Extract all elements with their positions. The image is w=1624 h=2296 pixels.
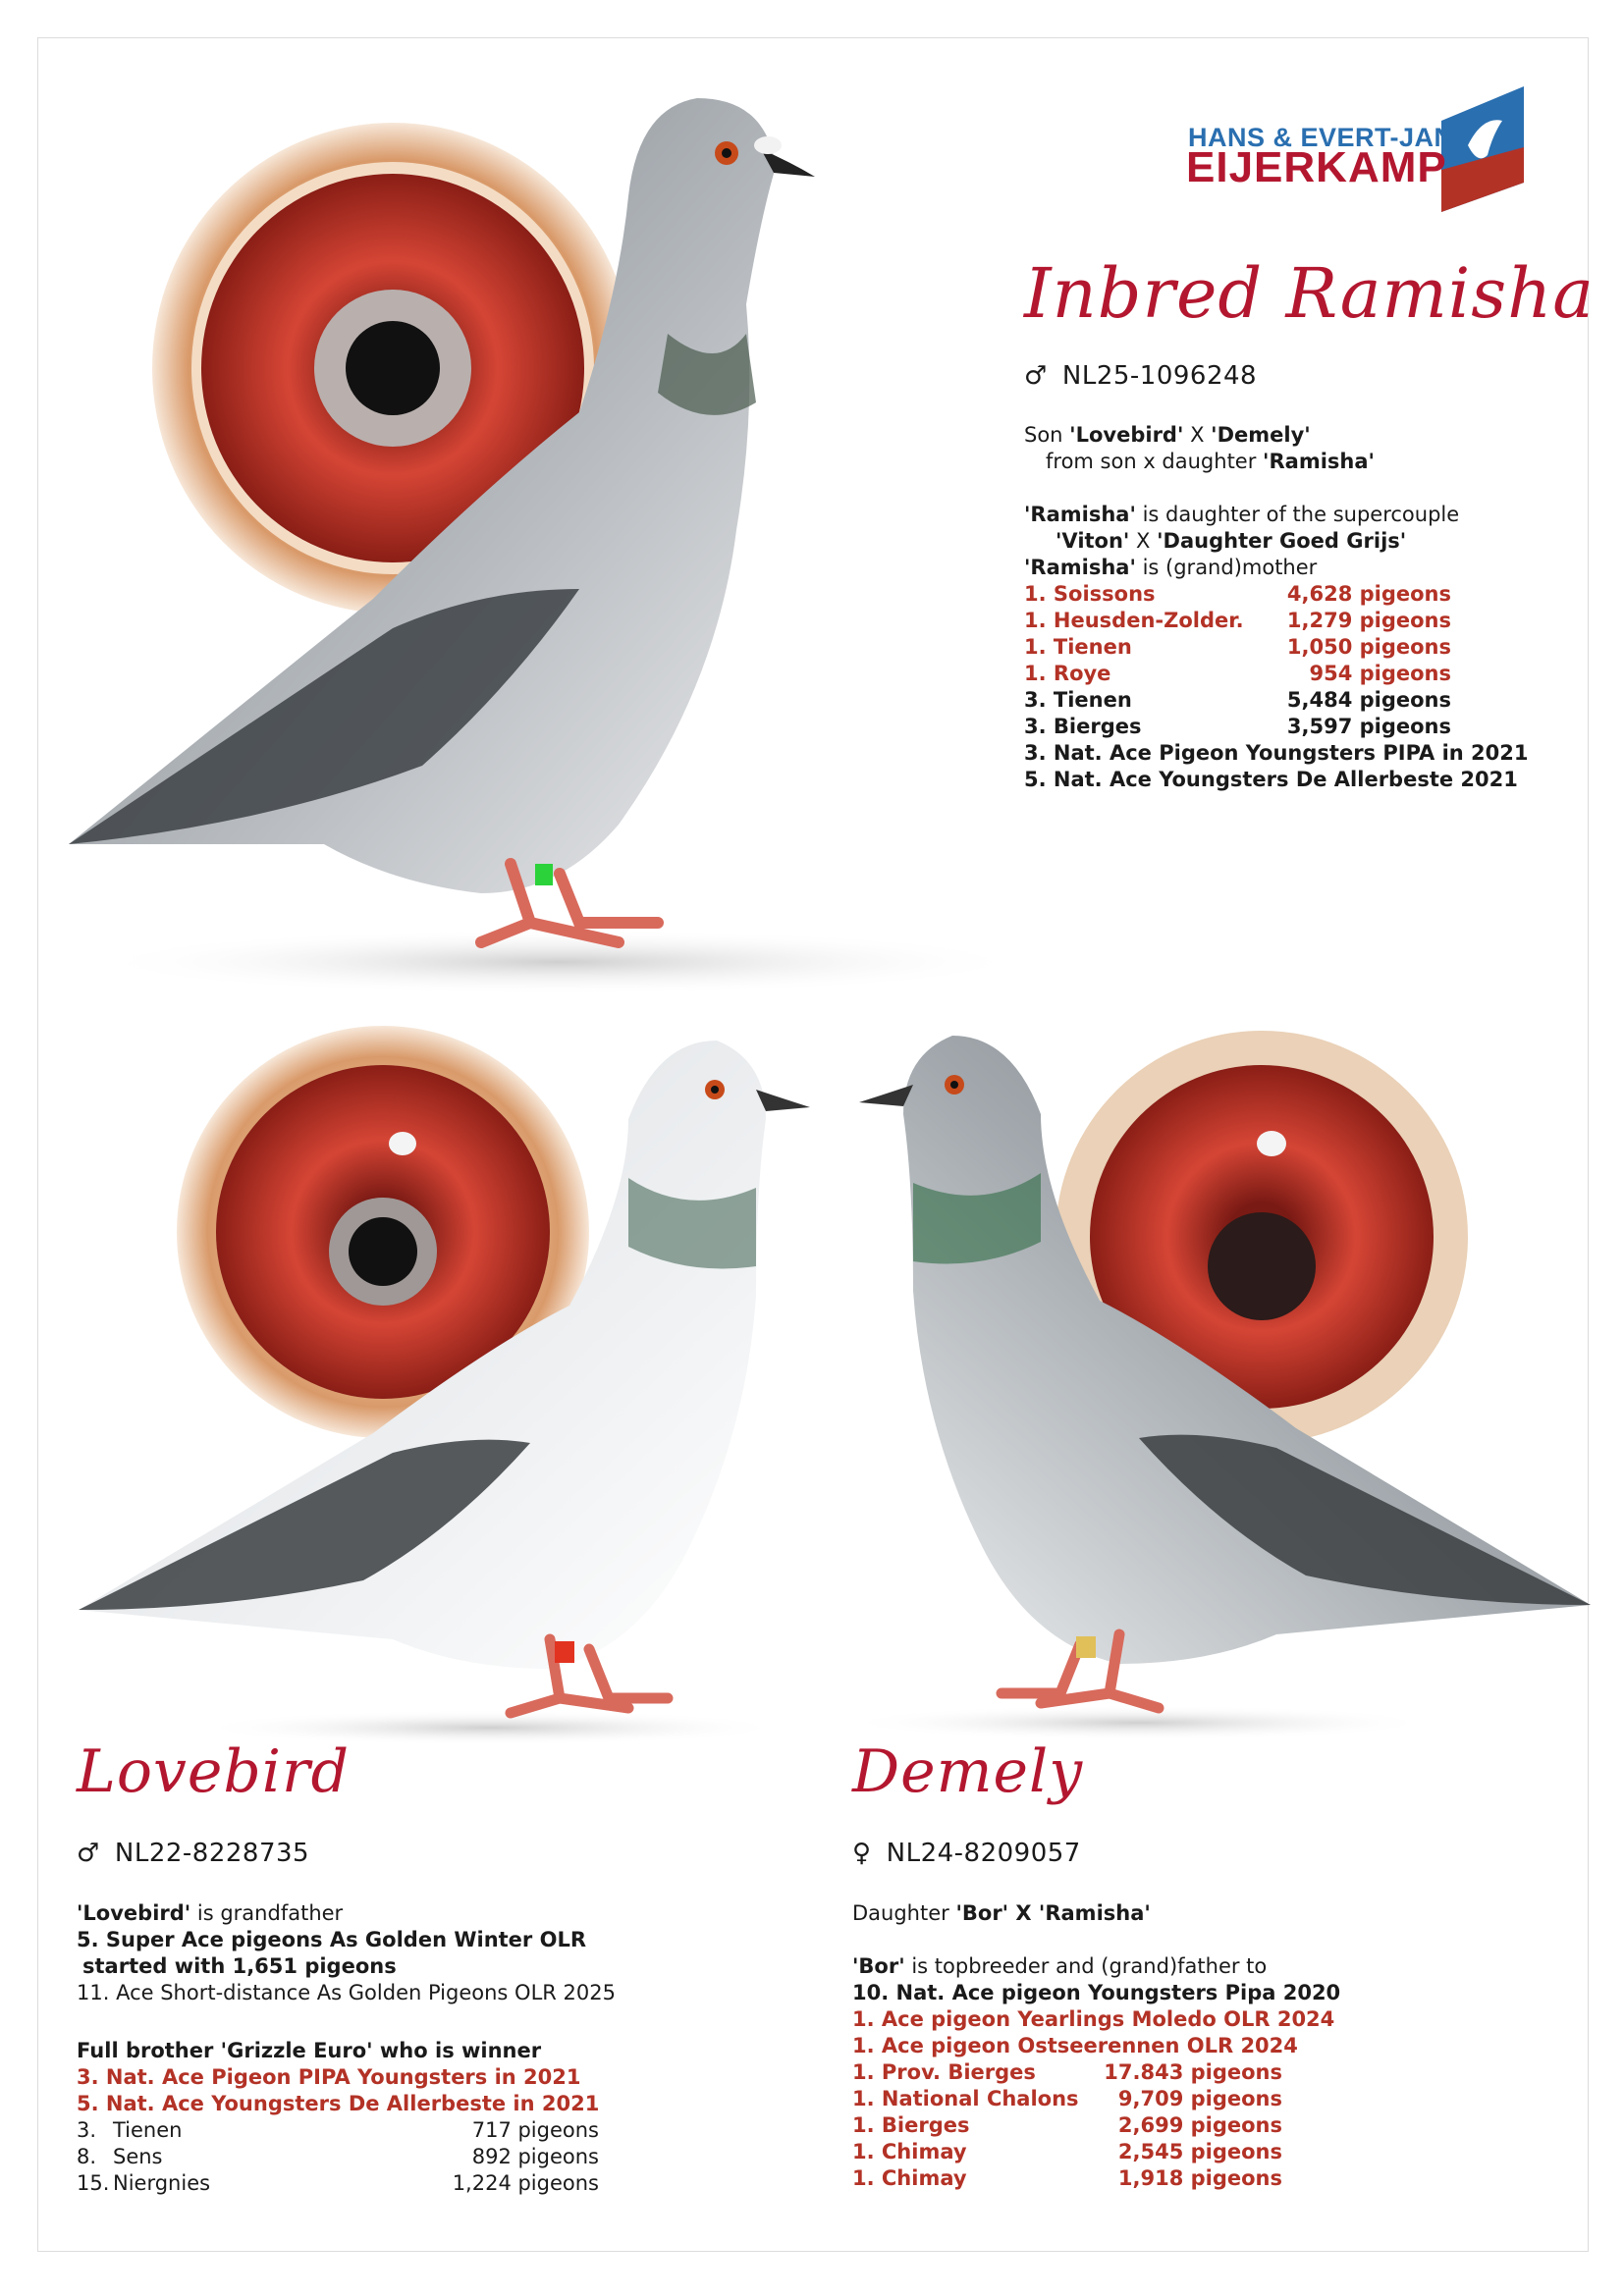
- dam-ring-number: NL24-8209057: [886, 1839, 1081, 1868]
- dam-result-place: 1. Bierges: [852, 2113, 970, 2137]
- sire-result-count: 892 pigeons: [471, 2145, 599, 2168]
- dam-title-red: 1. Ace pigeon Yearlings Moledo OLR 2024: [852, 2007, 1335, 2031]
- sire-result-num: 15.: [77, 2171, 110, 2195]
- sire-brother: Full brother 'Grizzle Euro' who is winner: [77, 2039, 542, 2062]
- male-symbol-icon: ♂: [1024, 361, 1048, 391]
- sire-result-count: 1,224 pigeons: [452, 2171, 599, 2195]
- main-line-2: from son x daughter 'Ramisha': [1046, 450, 1375, 473]
- main-line-4: 'Viton' X 'Daughter Goed Grijs': [1056, 529, 1407, 553]
- main-result-count: 4,628 pigeons: [1286, 582, 1451, 606]
- dam-black-title: 10. Nat. Ace pigeon Youngsters Pipa 2020: [852, 1981, 1341, 2004]
- dam-ring-row: [852, 1839, 1081, 1868]
- sire-title-red: 5. Nat. Ace Youngsters De Allerbeste in 2021: [77, 2092, 600, 2115]
- sire-line: 5. Super Ace pigeons As Golden Winter OLR: [77, 1928, 586, 1951]
- main-ring-number: NL25-1096248: [1061, 361, 1258, 391]
- dam-title-red: 1. Ace pigeon Ostseerennen OLR 2024: [852, 2034, 1298, 2057]
- sire-result-place: Niergnies: [113, 2171, 211, 2195]
- main-line-3: 'Ramisha' is daughter of the supercouple: [1024, 503, 1460, 526]
- logo-line-1: HANS & EVERT-JAN: [1188, 123, 1454, 152]
- main-result-place: 1. Roye: [1024, 662, 1111, 685]
- dam-result-place: 1. National Chalons: [852, 2087, 1079, 2110]
- main-result-place: 1. Tienen: [1024, 635, 1132, 659]
- dam-result-count: 17.843 pigeons: [1104, 2060, 1282, 2084]
- main-result-place: 1. Soissons: [1024, 582, 1156, 606]
- sire-result-place: Sens: [113, 2145, 163, 2168]
- sire-result-num: 8.: [77, 2145, 97, 2168]
- dam-result-place: 1. Chimay: [852, 2140, 967, 2163]
- sire-result-place: Tienen: [113, 2118, 183, 2142]
- main-result-count: 1,050 pigeons: [1286, 635, 1451, 659]
- pigeon-photo-demely: [844, 1016, 1591, 1742]
- sire-result-num: 3.: [77, 2118, 97, 2142]
- main-ring-row: [1024, 361, 1257, 391]
- dam-intro: Daughter 'Bor' X 'Ramisha': [852, 1901, 1151, 1925]
- main-title-line: 3. Nat. Ace Pigeon Youngsters PIPA in 2021: [1024, 741, 1529, 765]
- dam-result-count: 2,699 pigeons: [1117, 2113, 1282, 2137]
- main-line-5: 'Ramisha' is (grand)mother: [1024, 556, 1318, 579]
- page-title: Inbred Ramisha: [1024, 253, 1596, 334]
- main-result-count: 1,279 pigeons: [1286, 609, 1451, 632]
- main-result-count: 5,484 pigeons: [1286, 688, 1451, 712]
- dam-result-count: 2,545 pigeons: [1117, 2140, 1282, 2163]
- dam-result-place: 1. Chimay: [852, 2166, 967, 2190]
- sire-ring-number: NL22-8228735: [114, 1839, 310, 1868]
- male-symbol-icon: ♂: [77, 1839, 100, 1868]
- main-result-place: 1. Heusden-Zolder.: [1024, 609, 1244, 632]
- main-title-line: 5. Nat. Ace Youngsters De Allerbeste 2021: [1024, 768, 1518, 791]
- dam-result-place: 1. Prov. Bierges: [852, 2060, 1036, 2084]
- pigeon-photo-inbred-ramisha: [69, 79, 1031, 1001]
- sire-extra: 11. Ace Short-distance As Golden Pigeons OLR 2025: [77, 1981, 616, 2004]
- sire-result-count: 717 pigeons: [471, 2118, 599, 2142]
- sire-intro: 'Lovebird' is grandfather: [77, 1901, 344, 1925]
- logo-line-2: EIJERKAMP: [1186, 143, 1447, 191]
- sire-title-red: 3. Nat. Ace Pigeon PIPA Youngsters in 2021: [77, 2065, 581, 2089]
- female-symbol-icon: ♀: [852, 1839, 872, 1868]
- sire-ring-row: [77, 1839, 309, 1868]
- sire-name: Lovebird: [77, 1737, 351, 1806]
- pigeon-photo-lovebird: [79, 1021, 825, 1747]
- main-result-place: 3. Tienen: [1024, 688, 1132, 712]
- dam-name: Demely: [852, 1737, 1084, 1806]
- main-result-place: 3. Bierges: [1024, 715, 1142, 738]
- sire-line: started with 1,651 pigeons: [82, 1954, 397, 1978]
- dam-result-count: 9,709 pigeons: [1117, 2087, 1282, 2110]
- main-result-count: 954 pigeons: [1309, 662, 1451, 685]
- dam-bor-line: 'Bor' is topbreeder and (grand)father to: [852, 1954, 1268, 1978]
- main-result-count: 3,597 pigeons: [1286, 715, 1451, 738]
- dam-result-count: 1,918 pigeons: [1117, 2166, 1282, 2190]
- main-line-1: Son 'Lovebird' X 'Demely': [1024, 423, 1311, 447]
